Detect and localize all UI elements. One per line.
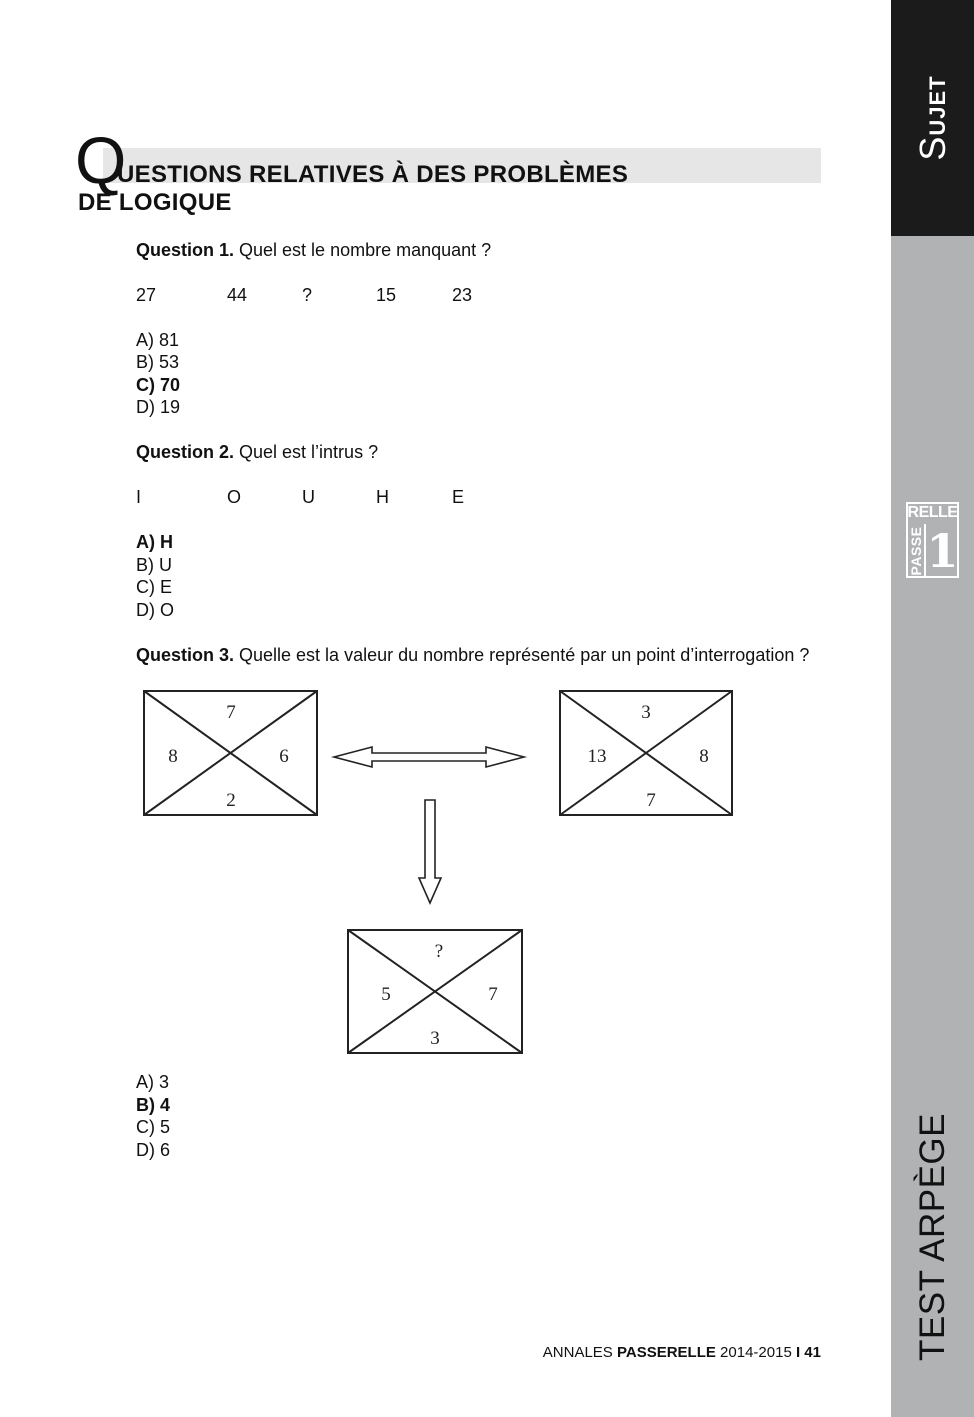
question-1-text: Quel est le nombre manquant ? <box>234 240 492 260</box>
box-1-diagonal <box>144 691 317 815</box>
q3-option-c: C) 5 <box>136 1117 171 1137</box>
logo-top-text: RELLE <box>907 504 958 521</box>
box-1-diagonal <box>144 691 317 815</box>
vertical-title: TEST ARPÈGE <box>913 1113 952 1361</box>
heading-line-1: UESTIONS RELATIVES À DES PROBLÈMES <box>117 161 629 188</box>
box-3-diagonal <box>348 930 522 1053</box>
box-3-top: ? <box>434 941 444 962</box>
q1-option-b: B) 53 <box>136 352 180 372</box>
down-arrow <box>419 800 441 903</box>
q1-option-d: D) 19 <box>136 397 181 417</box>
page-footer <box>543 1344 821 1362</box>
q2-option-c: C) E <box>136 577 172 597</box>
box-2-bottom: 7 <box>646 790 656 811</box>
logo-side-text: PASSE <box>908 526 924 576</box>
box-2-left: 13 <box>587 746 607 767</box>
question-2-prompt <box>136 441 378 463</box>
box-3-right: 7 <box>488 984 498 1005</box>
section-label-sujet: SUJET <box>912 75 953 161</box>
double-arrow <box>334 747 524 767</box>
q1-option-a: A) 81 <box>136 330 180 350</box>
heading-line-2: DE LOGIQUE <box>78 189 232 216</box>
question-3-prompt <box>136 644 809 666</box>
q1-seq-item: ? <box>302 285 313 305</box>
box-3-frame <box>348 930 522 1053</box>
q2-seq-item: H <box>376 487 389 507</box>
box-2-top: 3 <box>641 702 651 723</box>
box-2-diagonal <box>560 691 732 815</box>
question-2-label: Question 2. <box>136 442 235 462</box>
q2-seq-item: E <box>452 487 465 507</box>
q1-option-c-answer: C) 70 <box>136 375 181 395</box>
q1-seq-item: 15 <box>376 285 397 305</box>
passerelle-logo <box>906 502 959 578</box>
question-1-prompt <box>136 239 491 261</box>
q1-seq-item: 27 <box>136 285 157 305</box>
box-1-left: 8 <box>168 746 178 767</box>
footer-years: 2014-2015 <box>715 1344 796 1361</box>
box-2-diagonal <box>560 691 732 815</box>
box-3-left: 5 <box>381 984 391 1005</box>
q3-option-a: A) 3 <box>136 1072 170 1092</box>
footer-prefix: ANNALES <box>542 1344 617 1361</box>
page-number: I 41 <box>795 1344 821 1361</box>
box-3-diagonal <box>348 930 522 1053</box>
box-1-bottom: 2 <box>226 790 236 811</box>
q2-seq-item: O <box>227 487 242 507</box>
q3-option-b-answer: B) 4 <box>136 1095 171 1115</box>
box-1-right: 6 <box>279 746 289 767</box>
logo-number: 1 <box>926 524 959 578</box>
heading-drop-letter: Q <box>75 123 127 197</box>
footer-brand: PASSERELLE <box>616 1344 716 1361</box>
question-3-text: Quelle est la valeur du nombre représenté par un point d’interrogation ? <box>234 645 810 665</box>
question-3-label: Question 3. <box>136 645 235 665</box>
box-2-frame <box>560 691 732 815</box>
q2-option-b: B) U <box>136 555 172 575</box>
q2-option-a-answer: A) H <box>136 532 173 552</box>
box-2-right: 8 <box>699 746 709 767</box>
box-1-frame <box>144 691 317 815</box>
q2-seq-item: I <box>136 487 142 507</box>
box-3-bottom: 3 <box>430 1028 440 1049</box>
box-1-top: 7 <box>226 702 236 723</box>
q1-seq-item: 23 <box>452 285 473 305</box>
q2-option-d: D) O <box>136 600 174 620</box>
question-1-label: Question 1. <box>136 240 235 260</box>
q3-option-d: D) 6 <box>136 1140 171 1160</box>
q2-seq-item: U <box>302 487 315 507</box>
q1-seq-item: 44 <box>227 285 248 305</box>
question-2-text: Quel est l’intrus ? <box>234 442 379 462</box>
